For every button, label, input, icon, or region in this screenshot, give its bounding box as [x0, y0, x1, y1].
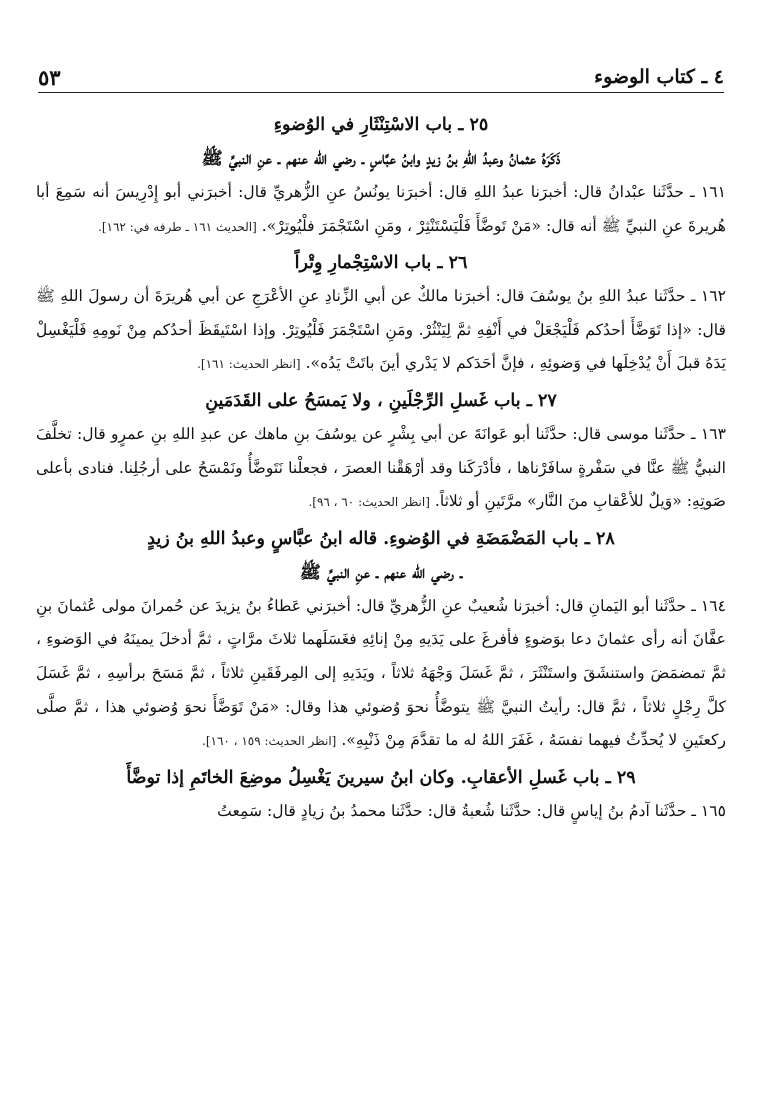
page-body — [36, 108, 726, 830]
hadith-paragraph — [36, 590, 726, 759]
chapter-title: ٤ ـ كتاب الوضوء — [594, 66, 724, 88]
section-27 — [36, 384, 726, 520]
hadith-text: ١٦٣ ـ حدَّثَنا موسى قال: حدَّثَنا أبو عَوانَةَ عن أبي بِشْرٍ عن يوسُفَ بنِ ماهك عن عبدِ اللهِ بنِ عمرٍو قال: تخلَّفَ النبيُّ ﷺ عنَّا في سَفْرةٍ سافَرْناها ، فأدْرَكَنا وقد أرْهَقْنا العصرَ ، فجعلْنا نَتَوضَّأُ ونَمْسَحُ على أرجُلِنا. فنادى بأعلى صَوتِهِ: «وَيلٌ للأعْقابِ منَ النَّار» مرَّتَينِ أو ثلاثاً. — [36, 424, 726, 511]
hadith-text: ١٦٢ ـ حدَّثَنا عبدُ اللهِ بنُ يوسُفَ قال: أخبرَنا مالكٌ عن أبي الزِّنادِ عنِ الأعْرَجِ عن أبي هُريرَةَ أن رسولَ اللهِ ﷺ قال: «إذا تَوَضَّأَ أحدُكم فَلْيَجْعَلْ في أَنْفِهِ ثمَّ لِيَنْثُرْ. ومَنِ اسْتَجْمَرَ فَلْيُوتِرْ. وإذا اسْتَيقَظَ أحدُكم مِنْ نَومِهِ فَلْيَغْسِلْ يَدَهُ قبلَ أَنْ يُدْخِلَها في وَضوئِهِ ، فإنَّ أحَدَكم لا يَدْري أينَ باتَتْ يَدُه». — [36, 287, 726, 373]
hadith-reference: [انظر الحديث: ١٥٩ ، ١٦٠]. — [202, 734, 337, 749]
hadith-paragraph — [36, 795, 726, 829]
section-28 — [36, 522, 726, 759]
chapter-heading: ٢٥ ـ باب الاسْتِنْثَارِ في الوُضوءِ — [273, 115, 489, 135]
page-number: ٥٣ — [38, 64, 61, 90]
section-25 — [36, 108, 726, 244]
hadith-reference: [الحديث ١٦١ ـ طرفه في: ١٦٢]. — [98, 219, 257, 234]
chapter-heading: ٢٦ ـ باب الاسْتِجْمارِ وِتْراً — [294, 253, 468, 274]
chapter-subheading: ـ رضي الله عنهم ـ عنِ النبيِّ ﷺ — [299, 562, 463, 583]
chapter-heading: ٢٧ ـ باب غَسلِ الرِّجْلَينِ ، ولا يَمسَحُ على القَدَمَينِ — [205, 390, 557, 411]
hadith-text: ١٦٥ ـ حدَّثَنا آدمُ بنُ إياسٍ قال: حدَّثَنا شُعبةُ قال: حدَّثَنا محمدُ بنُ زيادٍ قال: سَمِعتُ — [217, 801, 726, 820]
section-26 — [36, 246, 726, 382]
running-header — [38, 62, 724, 93]
chapter-heading: ٢٨ ـ باب المَضْمَضَةِ في الوُضوءِ. قاله ابنُ عبَّاسٍ وعبدُ اللهِ بنُ زيدٍ — [147, 528, 615, 549]
hadith-reference: [انظر الحديث: ٦٠ ، ٩٦]. — [308, 495, 430, 510]
hadith-text: ١٦١ ـ حدَّثَنا عبْدانُ قال: أخبرَنا عبدُ اللهِ قال: أخبرَنا يونُسُ عنِ الزُّهريِّ قال: أخبرَني أبو إِدْرِيسَ أنه سَمِعَ أبا هُريرةَ عنِ النبيِّ ﷺ أنه قال: «مَنْ تَوضَّأَ فَلْيَسْتَنْثِرْ ، ومَنِ اسْتَجْمَرَ فلْيُوتِرْ». — [36, 183, 726, 235]
section-29 — [36, 761, 726, 829]
hadith-paragraph — [36, 176, 726, 244]
hadith-reference: [انظر الحديث: ١٦١]. — [197, 357, 301, 372]
chapter-subheading: ذَكَرَهُ عثمانُ وعبدُ اللهِ بنُ زيدٍ وابنُ عبَّاسٍ ـ رضي الله عنهم ـ عنِ النبيِّ ﷺ — [201, 149, 561, 169]
hadith-text: ١٦٤ ـ حدَّثَنا أبو اليَمانِ قال: أخبرَنا شُعيبٌ عنِ الزُّهريِّ قال: أخبرَني عَطاءُ بنُ يزيدَ عن حُمرانَ مولى عُثمانَ بنِ عفَّانَ أنه رأى عثمانَ دعا بوَضوءٍ فأفرغَ على يَدَيهِ مِنْ إنائِهِ فغَسَلَهما ثلاثَ مرَّاتٍ ، ثمَّ أدخلَ يمينَهُ في الوَضوءِ ، ثمَّ تمضمَضَ واستنشَقَ واستَنْثَرَ ، ثمَّ غَسَلَ وَجْهَهُ ثلاثاً ، ويَدَيهِ إلى المِرفَقَينِ ثلاثاً ، ثمَّ مَسَحَ برأسِهِ ، ثمَّ غَسَلَ كلَّ رِجْلٍ ثلاثاً ، ثمَّ قال: رأيتُ النبيَّ ﷺ يتوضَّأُ نحوَ وُضوئي هذا وقال: «مَنْ تَوَضَّأَ نحوَ وُضوئي هذا ، ثمَّ صلَّى ركعتَينِ لا يُحدِّثُ فيهما نفسَهُ ، غَفَرَ اللهُ له ما تقدَّمَ مِنْ ذَنْبِهِ». — [36, 596, 726, 750]
hadith-paragraph — [36, 418, 726, 520]
hadith-paragraph — [36, 280, 726, 382]
chapter-heading: ٢٩ ـ باب غَسلِ الأعقابِ. وكان ابنُ سيرينَ يَغْسِلُ موضِعَ الخاتَمِ إذا توضَّأَ — [126, 767, 636, 788]
